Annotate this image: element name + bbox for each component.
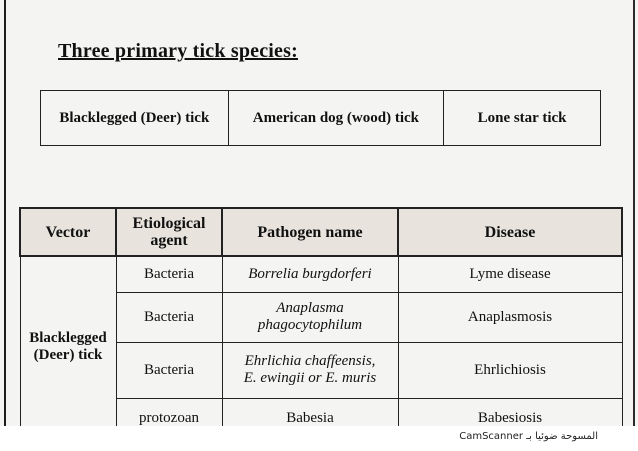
pathogen-cell: Ehrlichia chaffeensis, E. ewingii or E. muris [222,342,398,398]
species-lone-star: Lone star tick [443,91,600,145]
species-box [40,90,601,146]
agent-cell: Bacteria [116,256,222,292]
header-disease: Disease [398,208,622,256]
species-american-dog: American dog (wood) tick [228,91,443,145]
pathogen-table [19,207,623,439]
vector-cell: Blacklegged (Deer) tick [20,256,116,438]
pathogen-cell: Borrelia burgdorferi [222,256,398,292]
disease-cell: Lyme disease [398,256,622,292]
agent-cell: Bacteria [116,292,222,342]
header-pathogen-name: Pathogen name [222,208,398,256]
header-etiological-agent: Etiological agent [116,208,222,256]
page-right-edge [633,0,635,426]
species-blacklegged: Blacklegged (Deer) tick [59,109,210,126]
disease-cell: Ehrlichiosis [398,342,622,398]
camscanner-watermark: CamScanner المسوحة ضوئيا بـ [459,431,598,442]
header-vector: Vector [20,208,116,256]
pathogen-cell: Anaplasma phagocytophilum [222,292,398,342]
agent-cell: Bacteria [116,342,222,398]
pathogen-cell: Babesia [222,398,398,438]
page-left-edge [4,0,6,426]
section-heading: Three primary tick species: [58,40,298,62]
table-row [20,256,622,292]
table-header-row [20,208,622,256]
agent-cell: protozoan [116,398,222,438]
disease-cell: Anaplasmosis [398,292,622,342]
disease-cell: Babesiosis [398,398,622,438]
